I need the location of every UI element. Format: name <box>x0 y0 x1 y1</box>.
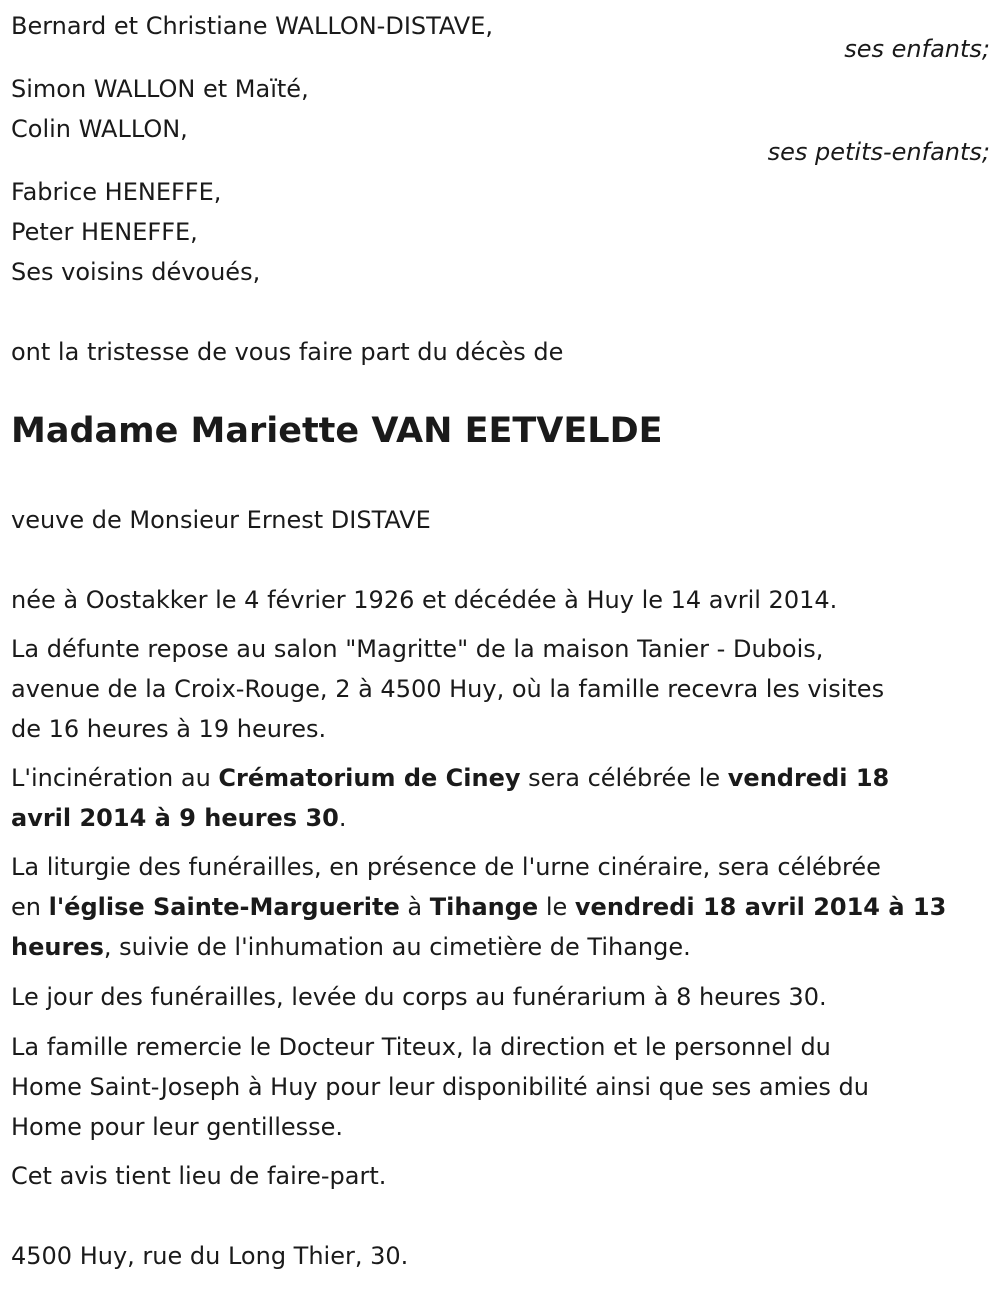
liturgy-line-2 <box>11 887 946 927</box>
grandchildren-role: ses petits-enfants; <box>767 138 990 166</box>
liturgy-line-1: La liturgie des funérailles, en présence de l'urne cinéraire, sera célébrée <box>11 853 881 881</box>
cremation-date-part-1: vendredi 18 <box>727 764 890 792</box>
birth-death: née à Oostakker le 4 février 1926 et décédée à Huy le 14 avril 2014. <box>11 586 838 614</box>
announcement: ont la tristesse de vous faire part du décès de <box>11 338 564 366</box>
town-name: Tihange <box>429 893 539 921</box>
visitation-line-3: de 16 heures à 19 heures. <box>11 715 327 743</box>
address: 4500 Huy, rue du Long Thier, 30. <box>11 1242 409 1270</box>
neighbor-1: Fabrice HENEFFE, <box>11 178 222 206</box>
widow-of: veuve de Monsieur Ernest DISTAVE <box>11 506 431 534</box>
thanks-line-2: Home Saint-Joseph à Huy pour leur disponibilité ainsi que ses amies du <box>11 1073 869 1101</box>
neighbors-label: Ses voisins dévoués, <box>11 258 261 286</box>
deceased-name: Madame Mariette VAN EETVELDE <box>11 411 663 451</box>
thanks-line-3: Home pour leur gentillesse. <box>11 1113 344 1141</box>
church-name: l'église Sainte-Marguerite <box>48 893 400 921</box>
liturgy-line-3 <box>11 927 691 967</box>
departure: Le jour des funérailles, levée du corps au funérarium à 8 heures 30. <box>11 983 827 1011</box>
liturgy-suffix: , suivie de l'inhumation au cimetière de Tihange. <box>103 933 691 961</box>
thanks-line-1: La famille remercie le Docteur Titeux, la direction et le personnel du <box>11 1033 831 1061</box>
visitation-line-1: La défunte repose au salon "Magritte" de la maison Tanier - Dubois, <box>11 635 824 663</box>
neighbor-2: Peter HENEFFE, <box>11 218 198 246</box>
crematorium-name: Crématorium de Ciney <box>218 764 521 792</box>
cremation-suffix: . <box>338 804 347 832</box>
children-role: ses enfants; <box>844 35 990 63</box>
liturgy-prefix: en <box>11 893 49 921</box>
grandchild-2: Colin WALLON, <box>11 115 188 143</box>
visitation-line-2: avenue de la Croix-Rouge, 2 à 4500 Huy, où la famille recevra les visites <box>11 675 885 703</box>
liturgy-mid-1: à <box>399 893 430 921</box>
cremation-line-1 <box>11 758 889 798</box>
liturgy-date-part-2: heures <box>11 933 104 961</box>
liturgy-date-part-1: vendredi 18 avril 2014 à 13 <box>574 893 947 921</box>
cremation-middle: sera célébrée le <box>520 764 728 792</box>
cremation-line-2 <box>11 798 346 838</box>
cremation-date-part-2: avril 2014 à 9 heures 30 <box>11 804 339 832</box>
grandchild-1: Simon WALLON et Maïté, <box>11 75 309 103</box>
children-names: Bernard et Christiane WALLON-DISTAVE, <box>11 12 494 40</box>
notice: Cet avis tient lieu de faire-part. <box>11 1162 387 1190</box>
liturgy-mid-2: le <box>538 893 575 921</box>
cremation-prefix: L'incinération au <box>11 764 219 792</box>
